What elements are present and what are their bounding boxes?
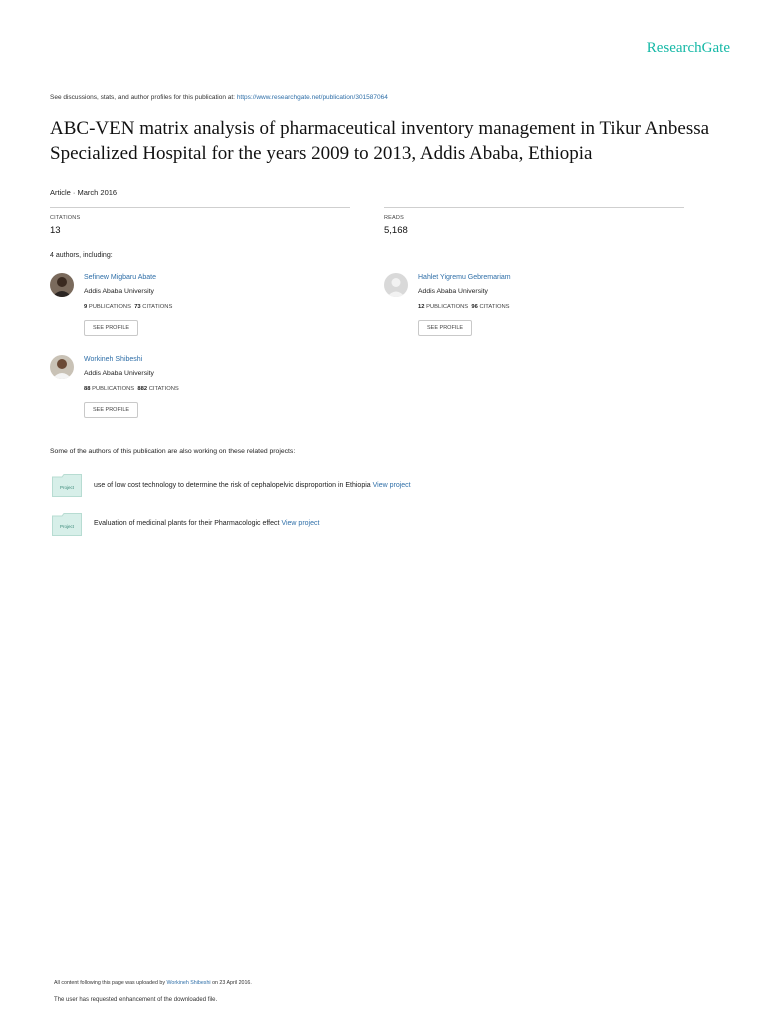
project-icon[interactable] — [52, 474, 82, 497]
author-stats — [418, 304, 510, 310]
publication-link[interactable]: https://www.researchgate.net/publication/301587064 — [236, 94, 388, 101]
publications-label: PUBLICATIONS — [88, 304, 131, 310]
publications-label: PUBLICATIONS — [92, 386, 135, 392]
citations-label: CITATIONS — [142, 304, 173, 310]
avatar[interactable] — [50, 273, 74, 297]
project-item — [94, 482, 411, 489]
reads-label: READS — [384, 215, 404, 221]
discussion-line — [50, 94, 388, 101]
discussion-prefix: See discussions, stats, and author profiles for this publication at: — [50, 94, 235, 101]
view-project-link[interactable]: View project — [281, 520, 320, 527]
reads-value: 5,168 — [384, 225, 408, 236]
author-affiliation: Addis Ababa University — [418, 288, 488, 295]
upload-suffix: on 23 April 2016. — [212, 980, 252, 986]
related-projects-header: Some of the authors of this publication are also working on these related projects: — [50, 448, 296, 455]
citations-count: 882 — [137, 386, 148, 392]
citations-count: 73 — [134, 304, 141, 310]
publications-count: 12 — [418, 304, 425, 310]
author-stats — [84, 304, 172, 310]
project-item — [94, 520, 319, 527]
author-stats — [84, 386, 179, 392]
see-profile-button[interactable]: SEE PROFILE — [84, 402, 138, 418]
publication-title: ABC-VEN matrix analysis of pharmaceutical inventory management in Tikur Anbessa Specialized Hospital for the years 2009 to 2013, Addis Ababa, Ethiopia — [50, 118, 710, 164]
avatar[interactable] — [50, 355, 74, 379]
project-title: use of low cost technology to determine the risk of cephalopelvic disproportion in Ethiopia — [94, 482, 371, 489]
project-title: Evaluation of medicinal plants for their Pharmacologic effect — [94, 520, 280, 527]
citations-label: CITATIONS — [50, 215, 81, 221]
project-icon[interactable] — [52, 513, 82, 536]
see-profile-button[interactable]: SEE PROFILE — [418, 320, 472, 336]
uploader-link[interactable]: Workineh Shibeshi — [166, 980, 211, 986]
author-name-workineh[interactable]: Workineh Shibeshi — [84, 356, 143, 363]
author-affiliation: Addis Ababa University — [84, 370, 154, 377]
author-photo-icon — [50, 355, 74, 379]
enhancement-note: The user has requested enhancement of the downloaded file. — [54, 997, 218, 1003]
author-name-hahlet[interactable]: Hahlet Yigremu Gebremariam — [418, 274, 511, 281]
project-icon-label: Project — [59, 524, 75, 529]
publications-count: 9 — [84, 304, 88, 310]
project-icon-label: Project — [59, 485, 75, 490]
avatar[interactable] — [384, 273, 408, 297]
author-name-sefinew[interactable]: Sefinew Migbaru Abate — [84, 274, 156, 281]
citations-divider — [50, 207, 350, 208]
citations-label: CITATIONS — [148, 386, 179, 392]
reads-divider — [384, 207, 684, 208]
researchgate-logo[interactable]: ResearchGate — [646, 40, 730, 56]
upload-prefix: All content following this page was uploaded by — [54, 980, 166, 986]
publications-label: PUBLICATIONS — [426, 304, 469, 310]
author-affiliation: Addis Ababa University — [84, 288, 154, 295]
author-photo-icon — [50, 273, 74, 297]
citations-count: 96 — [471, 304, 478, 310]
citations-label: CITATIONS — [479, 304, 510, 310]
upload-note — [54, 980, 252, 986]
default-user-icon — [384, 273, 408, 297]
authors-header: 4 authors, including: — [50, 252, 113, 259]
citations-value: 13 — [50, 225, 61, 236]
view-project-link[interactable]: View project — [372, 482, 411, 489]
publication-meta: Article · March 2016 — [50, 188, 118, 197]
publications-count: 88 — [84, 386, 91, 392]
see-profile-button[interactable]: SEE PROFILE — [84, 320, 138, 336]
